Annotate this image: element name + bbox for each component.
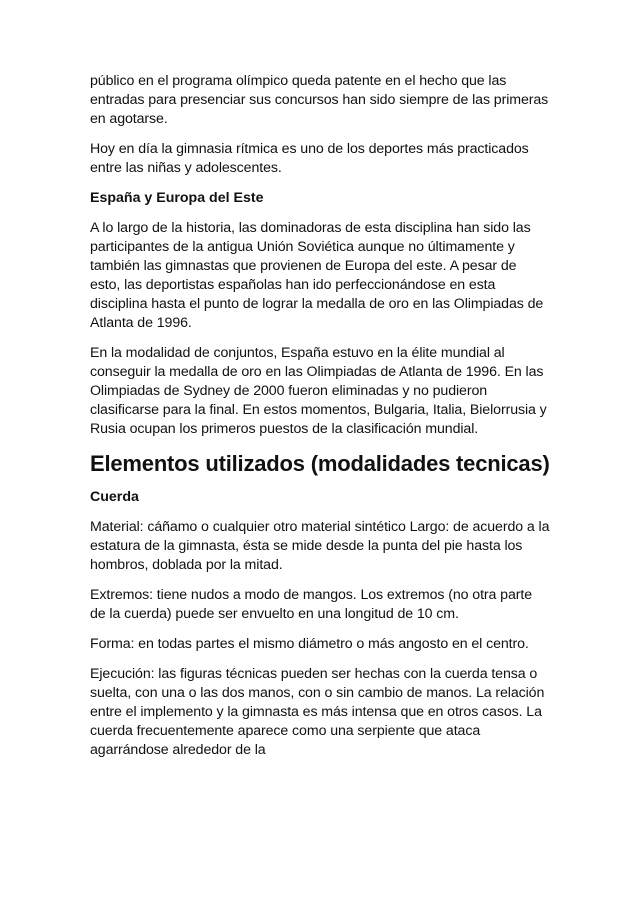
paragraph-shape: Forma: en todas partes el mismo diámetro o más angosto en el centro. <box>90 636 529 652</box>
paragraph-ends: Extremos: tiene nudos a modo de mangos. Los extremos (no otra parte de la cuerda) puede ser envuelto en una longitud de 10 cm. <box>90 587 533 622</box>
heading-spain-europe: España y Europa del Este <box>90 190 264 206</box>
heading-elements-used: Elementos utilizados (modalidades tecnicas) <box>90 451 550 476</box>
paragraph-history: A lo largo de la historia, las dominadoras de esta disciplina han sido las participantes de la antigua Unión Soviética aunque no últimamente y también las gimnastas que provienen de Europa del este. A pesar de esto, las deportistas españolas han ido perfeccionándose en esta disciplina hasta el punto de lograr la medalla de oro en las Olimpiadas de Atlanta de 1996. <box>90 220 544 331</box>
paragraph-olympic-audience: público en el programa olímpico queda patente en el hecho que las entradas para presenciar sus concursos han sido siempre de las primeras en agotarse. <box>90 73 549 127</box>
paragraph-material: Material: cáñamo o cualquier otro material sintético Largo: de acuerdo a la estatura de la gimnasta, ésta se mide desde la punta del pie hasta los hombros, doblada por la mitad. <box>90 519 550 573</box>
paragraph-execution: Ejecución: las figuras técnicas pueden ser hechas con la cuerda tensa o suelta, con una o las dos manos, con o sin cambio de manos. La relación entre el implemento y la gimnasta es más intensa que en otros casos. La cuerda frecuentemente aparece como una serpiente que ataca agarrándose alrededor de la <box>90 666 545 758</box>
heading-rope: Cuerda <box>90 489 139 505</box>
paragraph-groups: En la modalidad de conjuntos, España estuvo en la élite mundial al conseguir la medalla de oro en las Olimpiadas de Atlanta de 1996. En las Olimpiadas de Sydney de 2000 fueron eliminadas y no pudieron clasificarse para la final. En estos momentos, Bulgaria, Italia, Bielorrusia y Rusia ocupan los primeros puestos de la clasificación mundial. <box>90 345 547 437</box>
document-page <box>90 72 550 771</box>
paragraph-popularity: Hoy en día la gimnasia rítmica es uno de los deportes más practicados entre las niñas y adolescentes. <box>90 141 529 176</box>
